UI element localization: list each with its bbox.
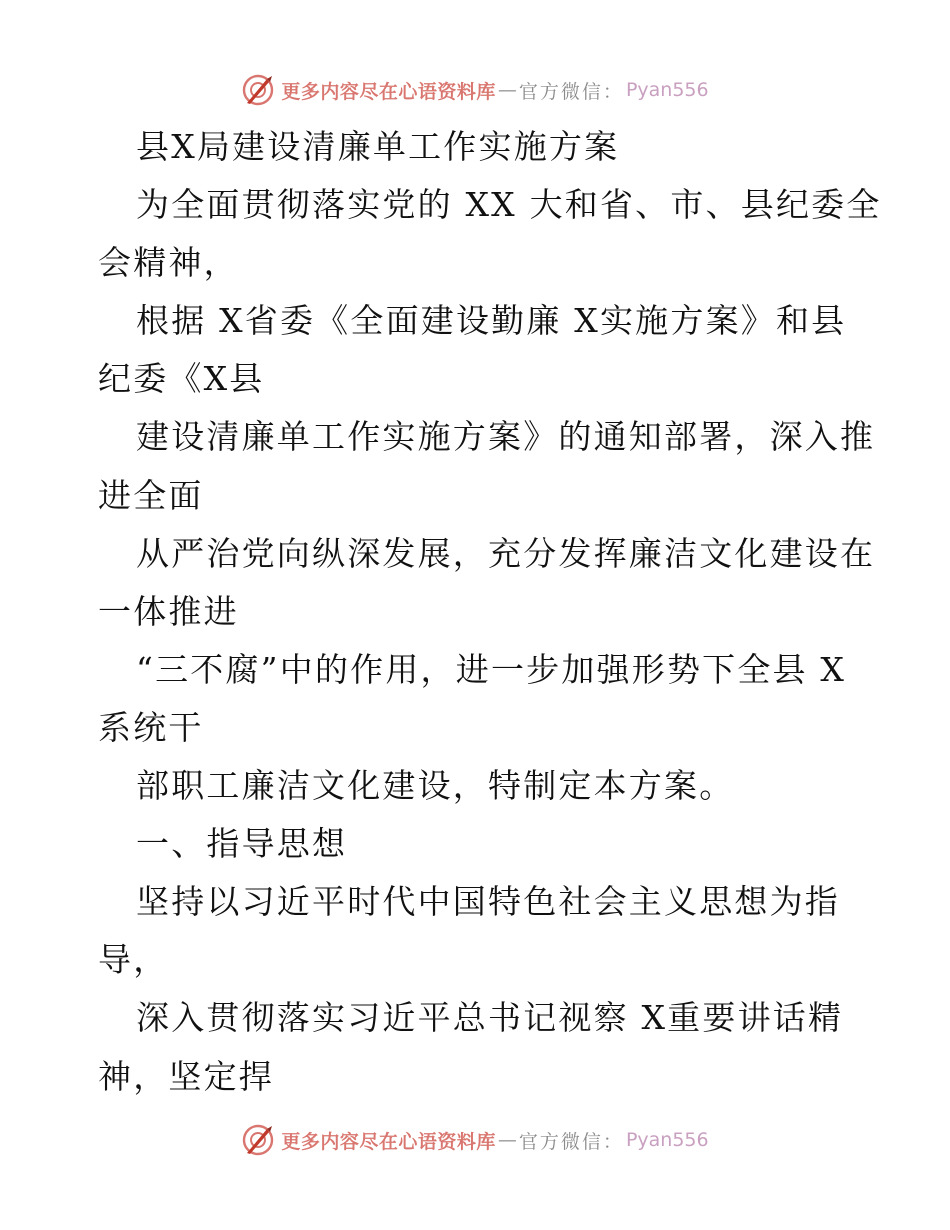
text-line: 纪委《X县	[98, 359, 265, 399]
quill-logo-icon	[241, 73, 275, 107]
watermark-main-text: 更多内容尽在心语资料库	[281, 80, 496, 103]
text-line: 会精神，	[98, 243, 239, 283]
text-line: 导，	[98, 940, 169, 980]
watermark-sub-text: 官方微信：	[518, 1130, 624, 1153]
text-line: 为全面贯彻落实党的 XX 大和省、市、县纪委全	[136, 185, 882, 225]
watermark-id-text: Pyan556	[625, 1129, 709, 1151]
text-line: 一体推进	[98, 591, 239, 631]
text-line: 根据 X省委《全面建设勤廉 X实施方案》和县	[136, 301, 847, 341]
watermark-id-text: Pyan556	[625, 79, 709, 101]
document-title: 县X局建设清廉单工作实施方案	[136, 127, 620, 166]
text-line: 建设清廉单工作实施方案》的通知部署，深入推	[136, 417, 876, 457]
watermark-main-text: 更多内容尽在心语资料库	[281, 1130, 496, 1153]
text-line: 深入贯彻落实习近平总书记视察 X重要讲话精	[136, 998, 844, 1038]
text-line: “三不腐”中的作用，进一步加强形势下全县 X	[136, 649, 847, 689]
watermark-dash: —	[497, 1129, 517, 1151]
text-line: 神，坚定捍	[98, 1056, 274, 1096]
section-heading: 一、指导思想	[136, 824, 348, 864]
text-line: 坚持以习近平时代中国特色社会主义思想为指	[136, 882, 840, 922]
header-watermark	[0, 70, 950, 110]
text-line: 进全面	[98, 475, 204, 515]
text-line: 部职工廉洁文化建设，特制定本方案。	[136, 766, 735, 806]
document-body	[98, 118, 882, 1106]
quill-logo-icon	[241, 1123, 275, 1157]
text-line: 系统干	[98, 707, 204, 747]
footer-watermark	[0, 1120, 950, 1160]
watermark-dash: —	[497, 79, 517, 101]
text-line: 从严治党向纵深发展，充分发挥廉洁文化建设在	[136, 533, 876, 573]
watermark-sub-text: 官方微信：	[518, 80, 624, 103]
